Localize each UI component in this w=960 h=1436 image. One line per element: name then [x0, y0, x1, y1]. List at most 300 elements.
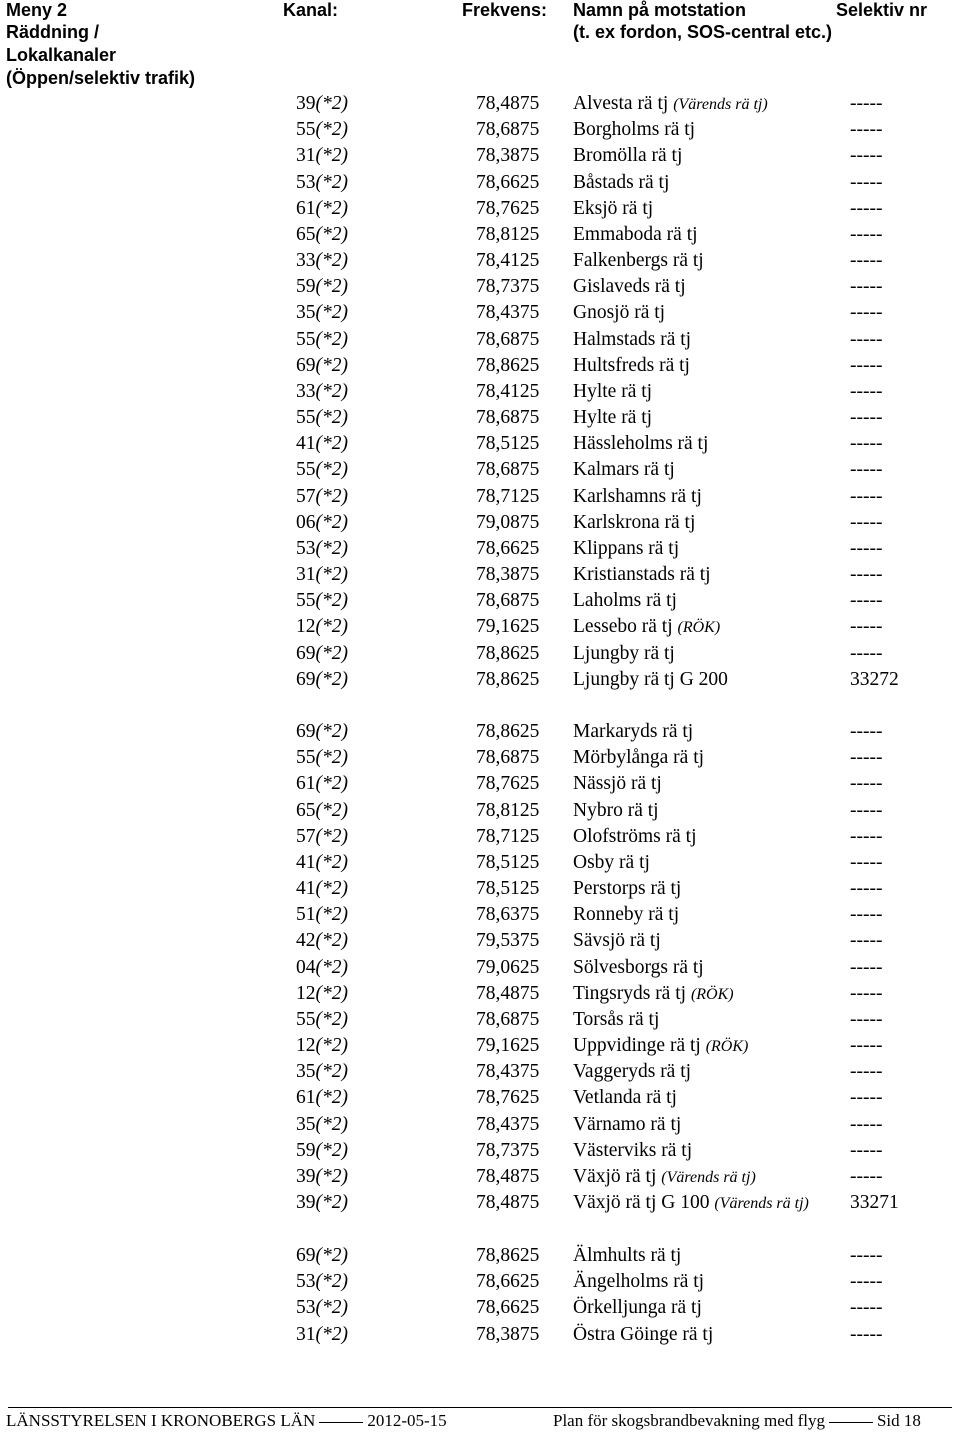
frequency-cell: 78,4875	[476, 93, 540, 114]
channel-number: 69	[296, 642, 316, 664]
table-row	[0, 170, 960, 196]
channel-cell	[296, 1085, 348, 1111]
frequency-cell: 78,4875	[476, 1165, 540, 1187]
station-name-cell	[573, 1295, 702, 1321]
station-name: Perstorps rä tj	[573, 878, 682, 899]
header-namn-sub: (t. ex fordon, SOS-central etc.)	[573, 22, 833, 42]
channel-number: 06	[296, 511, 316, 533]
station-name-cell	[573, 771, 662, 797]
table-row	[0, 431, 960, 457]
table-row	[0, 824, 960, 850]
channel-suffix: (*2)	[315, 119, 348, 141]
station-name-cell	[573, 91, 768, 118]
station-name: Växjö rä tj	[573, 1165, 657, 1187]
station-name: Markaryds rä tj	[573, 721, 694, 742]
selective-number-cell: -----	[850, 537, 883, 559]
frequency-cell: 78,3875	[476, 1323, 540, 1345]
channel-suffix: (*2)	[315, 276, 348, 298]
selective-number-cell: -----	[850, 721, 883, 742]
table-row	[0, 143, 960, 169]
header-selektiv: Selektiv nr	[836, 0, 928, 20]
station-name-cell	[573, 510, 695, 536]
table-row	[0, 196, 960, 222]
channel-suffix: (*2)	[315, 668, 348, 690]
table-row	[0, 1190, 960, 1216]
channel-cell	[296, 170, 348, 196]
channel-cell	[296, 1033, 348, 1059]
station-name: Falkenbergs rä tj	[573, 250, 704, 271]
station-name-cell	[573, 850, 650, 876]
selective-number-cell: -----	[850, 930, 883, 952]
header-frekvens: Frekvens:	[462, 0, 548, 20]
frequency-cell: 79,1625	[476, 1035, 540, 1056]
station-name-cell	[573, 955, 704, 981]
channel-suffix: (*2)	[315, 1008, 348, 1030]
channel-suffix: (*2)	[315, 773, 348, 795]
station-name-cell	[573, 405, 652, 431]
station-name-cell	[573, 928, 661, 954]
channel-suffix: (*2)	[315, 1139, 348, 1161]
channel-number: 41	[296, 878, 316, 899]
footer-page: Sid 18	[876, 1411, 921, 1430]
channel-number: 53	[296, 537, 316, 559]
frequency-cell: 78,4125	[476, 380, 540, 402]
table-row	[0, 1295, 960, 1321]
channel-cell	[296, 955, 348, 981]
channel-number: 55	[296, 407, 316, 428]
station-name: Laholms rä tj	[573, 590, 677, 612]
channel-cell	[296, 431, 348, 457]
channel-suffix: (*2)	[315, 904, 348, 926]
table-row	[0, 327, 960, 353]
channel-number: 69	[296, 354, 316, 376]
channel-cell	[296, 484, 348, 510]
station-name-cell	[573, 170, 669, 196]
footer-dash	[319, 1422, 363, 1423]
table-row	[0, 222, 960, 248]
channel-suffix: (*2)	[315, 93, 348, 114]
channel-suffix: (*2)	[315, 302, 348, 324]
channel-cell	[296, 641, 348, 667]
frequency-cell: 78,6875	[476, 407, 540, 428]
frequency-cell: 78,6875	[476, 590, 540, 612]
selective-number-cell: -----	[850, 1165, 883, 1187]
station-name-cell	[573, 248, 704, 274]
station-name: Osby rä tj	[573, 851, 650, 873]
channel-suffix: (*2)	[315, 956, 348, 978]
frequency-cell: 78,7375	[476, 276, 540, 298]
selective-number-cell: -----	[850, 904, 883, 926]
station-name: Värnamo rä tj	[573, 1113, 682, 1135]
frequency-cell: 78,7125	[476, 825, 540, 847]
channel-suffix: (*2)	[315, 1087, 348, 1109]
station-name-cell	[573, 1322, 713, 1348]
frequency-cell: 78,4125	[476, 250, 540, 271]
station-name: Karlskrona rä tj	[573, 511, 696, 533]
station-name: Bromölla rä tj	[573, 145, 683, 167]
channel-suffix: (*2)	[315, 1297, 348, 1319]
selective-number-cell: -----	[850, 407, 883, 428]
channel-cell	[296, 143, 348, 169]
channel-number: 55	[296, 590, 316, 612]
station-name-cell	[573, 117, 695, 143]
station-name: Vaggeryds rä tj	[573, 1061, 692, 1083]
station-name: Nässjö rä tj	[573, 773, 662, 795]
channel-cell	[296, 1322, 348, 1348]
footer-rule	[8, 1407, 952, 1408]
station-name-cell	[573, 536, 679, 562]
selective-number-cell: -----	[850, 459, 883, 481]
table-row	[0, 248, 960, 274]
station-note: (RÖK)	[690, 985, 734, 1003]
selective-number-cell: -----	[850, 302, 883, 324]
station-note: (Värends rä tj)	[673, 96, 768, 113]
selective-number-cell: -----	[850, 799, 883, 821]
station-name: Älmhults rä tj	[573, 1245, 682, 1266]
station-name: Borgholms rä tj	[573, 119, 696, 141]
channel-suffix: (*2)	[315, 878, 348, 899]
header-line-4: (Öppen/selektiv trafik)	[6, 68, 196, 88]
channel-number: 35	[296, 302, 316, 324]
station-name: Ljungby rä tj G 200	[573, 668, 728, 690]
channel-cell	[296, 1112, 348, 1138]
table-row	[0, 484, 960, 510]
channel-cell	[296, 1164, 348, 1190]
channel-number: 12	[296, 616, 316, 638]
channel-suffix: (*2)	[315, 930, 348, 952]
channel-number: 59	[296, 276, 316, 298]
frequency-cell: 78,8625	[476, 668, 540, 690]
station-name-cell	[573, 1033, 748, 1060]
channel-number: 31	[296, 1323, 316, 1345]
station-name-cell	[573, 1085, 677, 1111]
selective-number-cell: -----	[850, 328, 883, 350]
station-name: Östra Göinge rä tj	[573, 1323, 714, 1345]
station-name-cell	[573, 614, 720, 641]
channel-number: 35	[296, 1113, 316, 1135]
channel-number: 57	[296, 825, 316, 847]
channel-number: 61	[296, 197, 316, 219]
station-name: Gislaveds rä tj	[573, 276, 686, 298]
channel-suffix: (*2)	[315, 851, 348, 873]
station-name-cell	[573, 1112, 681, 1138]
channel-number: 12	[296, 982, 316, 1004]
channel-suffix: (*2)	[315, 825, 348, 847]
channel-cell	[296, 353, 348, 379]
channel-cell	[296, 745, 348, 771]
selective-number-cell: -----	[850, 851, 883, 873]
channel-suffix: (*2)	[315, 799, 348, 821]
frequency-cell: 78,8125	[476, 223, 540, 245]
station-name-cell	[573, 143, 682, 169]
channel-cell	[296, 1007, 348, 1033]
channel-number: 33	[296, 250, 316, 271]
channel-cell	[296, 1059, 348, 1085]
channel-cell	[296, 1190, 348, 1216]
station-name-cell	[573, 1164, 756, 1191]
frequency-cell: 78,5125	[476, 878, 540, 899]
channel-number: 55	[296, 459, 316, 481]
channel-suffix: (*2)	[315, 642, 348, 664]
table-row	[0, 536, 960, 562]
channel-suffix: (*2)	[315, 250, 348, 271]
frequency-cell: 78,8625	[476, 642, 540, 664]
channel-number: 55	[296, 328, 316, 350]
selective-number-cell: -----	[850, 590, 883, 612]
table-row	[0, 1059, 960, 1085]
header-kanal: Kanal:	[283, 0, 339, 20]
frequency-cell: 78,4875	[476, 1192, 540, 1214]
frequency-cell: 78,7125	[476, 485, 540, 507]
channel-cell	[296, 928, 348, 954]
channel-number: 55	[296, 747, 316, 769]
station-name: Gnosjö rä tj	[573, 302, 666, 324]
channel-cell	[296, 902, 348, 928]
frequency-cell: 79,0625	[476, 956, 540, 978]
station-name-cell	[573, 1269, 704, 1295]
selective-number-cell: -----	[850, 1271, 883, 1293]
channel-number: 12	[296, 1035, 316, 1056]
station-name-cell	[573, 1138, 692, 1164]
channel-suffix: (*2)	[315, 1035, 348, 1056]
channel-suffix: (*2)	[315, 1245, 348, 1266]
station-name-cell	[573, 824, 696, 850]
header-line-3: Lokalkanaler	[6, 45, 117, 65]
channel-number: 41	[296, 851, 316, 873]
channel-suffix: (*2)	[315, 171, 348, 193]
channel-number: 51	[296, 904, 316, 926]
channel-cell	[296, 876, 348, 902]
frequency-cell: 78,8625	[476, 354, 540, 376]
station-name: Lessebo rä tj	[573, 616, 673, 638]
table-row	[0, 379, 960, 405]
channel-number: 39	[296, 93, 316, 114]
channel-number: 53	[296, 1297, 316, 1319]
frequency-cell: 78,8625	[476, 721, 540, 742]
frequency-cell: 78,6625	[476, 1297, 540, 1319]
channel-suffix: (*2)	[315, 380, 348, 402]
channel-number: 39	[296, 1192, 316, 1214]
channel-cell	[296, 850, 348, 876]
frequency-cell: 78,8625	[476, 1245, 540, 1266]
station-name: Kristianstads rä tj	[573, 564, 711, 586]
station-name: Kalmars rä tj	[573, 459, 675, 481]
channel-cell	[296, 719, 348, 745]
station-name-cell	[573, 1007, 659, 1033]
table-row	[0, 1112, 960, 1138]
table-row	[0, 902, 960, 928]
selective-number-cell: -----	[850, 1061, 883, 1083]
channel-suffix: (*2)	[315, 1165, 348, 1187]
table-row	[0, 667, 960, 693]
channel-suffix: (*2)	[315, 1323, 348, 1345]
station-name: Hultsfreds rä tj	[573, 354, 690, 376]
station-name: Ronneby rä tj	[573, 904, 680, 926]
station-name: Ängelholms rä tj	[573, 1271, 705, 1293]
channel-cell	[296, 1295, 348, 1321]
table-row	[0, 745, 960, 771]
station-name: Alvesta rä tj	[573, 93, 669, 114]
station-name-cell	[573, 641, 675, 667]
station-name: Uppvidinge rä tj	[573, 1035, 701, 1056]
channel-cell	[296, 196, 348, 222]
station-name: Sölvesborgs rä tj	[573, 956, 704, 978]
table-row	[0, 771, 960, 797]
selective-number-cell: -----	[850, 564, 883, 586]
frequency-cell: 78,6625	[476, 1271, 540, 1293]
frequency-cell: 78,4875	[476, 982, 540, 1004]
channel-suffix: (*2)	[315, 197, 348, 219]
channel-number: 31	[296, 564, 316, 586]
frequency-cell: 78,6875	[476, 747, 540, 769]
station-name: Klippans rä tj	[573, 537, 680, 559]
channel-suffix: (*2)	[315, 747, 348, 769]
channel-suffix: (*2)	[315, 511, 348, 533]
footer-authority: LÄNSSTYRELSEN I KRONOBERGS LÄN	[6, 1411, 316, 1430]
selective-number-cell: -----	[850, 878, 883, 899]
channel-cell	[296, 327, 348, 353]
station-name: Sävsjö rä tj	[573, 930, 661, 952]
selective-number-cell: -----	[850, 1245, 883, 1266]
channel-cell	[296, 588, 348, 614]
channel-number: 55	[296, 1008, 316, 1030]
frequency-cell: 78,6625	[476, 537, 540, 559]
channel-suffix: (*2)	[315, 328, 348, 350]
frequency-cell: 79,1625	[476, 616, 540, 638]
channel-number: 41	[296, 433, 316, 455]
selective-number-cell: -----	[850, 276, 883, 298]
selective-number-cell: -----	[850, 1035, 883, 1056]
station-note: (RÖK)	[677, 619, 721, 637]
selective-number-cell: -----	[850, 145, 883, 167]
station-name: Olofströms rä tj	[573, 825, 697, 847]
selective-number-cell: 33272	[850, 668, 899, 690]
channel-cell	[296, 510, 348, 536]
footer-dash-2	[829, 1422, 873, 1423]
table-row	[0, 1085, 960, 1111]
channel-suffix: (*2)	[315, 590, 348, 612]
channel-number: 33	[296, 380, 316, 402]
channel-cell	[296, 405, 348, 431]
selective-number-cell: -----	[850, 171, 883, 193]
frequency-cell: 79,0875	[476, 511, 540, 533]
frequency-cell: 78,8125	[476, 799, 540, 821]
channel-cell	[296, 300, 348, 326]
channel-number: 04	[296, 956, 316, 978]
channel-cell	[296, 274, 348, 300]
frequency-cell: 78,6875	[476, 1008, 540, 1030]
channel-number: 69	[296, 668, 316, 690]
menu-title: Meny 2	[6, 0, 68, 20]
table-row	[0, 641, 960, 667]
table-row	[0, 1269, 960, 1295]
selective-number-cell: -----	[850, 485, 883, 507]
table-row	[0, 719, 960, 745]
station-name-cell	[573, 196, 653, 222]
station-name: Hässleholms rä tj	[573, 433, 709, 455]
selective-number-cell: -----	[850, 616, 883, 638]
channel-cell	[296, 798, 348, 824]
channel-suffix: (*2)	[315, 982, 348, 1004]
station-name: Emmaboda rä tj	[573, 223, 698, 245]
frequency-cell: 78,7375	[476, 1139, 540, 1161]
channel-number: 59	[296, 1139, 316, 1161]
footer-right	[553, 1409, 921, 1433]
footer-left	[6, 1409, 447, 1433]
selective-number-cell: 33271	[850, 1192, 899, 1214]
header-line-2: Räddning /	[6, 22, 99, 42]
selective-number-cell: -----	[850, 1323, 883, 1345]
selective-number-cell: -----	[850, 747, 883, 769]
station-name: Nybro rä tj	[573, 799, 659, 821]
station-name-cell	[573, 1190, 809, 1217]
frequency-cell: 78,6875	[476, 119, 540, 141]
station-name: Halmstads rä tj	[573, 328, 692, 350]
table-row	[0, 798, 960, 824]
station-name-cell	[573, 667, 728, 693]
station-name: Växjö rä tj G 100	[573, 1192, 710, 1214]
station-name-cell	[573, 981, 734, 1008]
table-row	[0, 1243, 960, 1269]
station-name: Hylte rä tj	[573, 407, 653, 428]
station-name: Eksjö rä tj	[573, 197, 654, 219]
table-row	[0, 353, 960, 379]
station-name-cell	[573, 353, 690, 379]
channel-number: 55	[296, 119, 316, 141]
table-row	[0, 1007, 960, 1033]
channel-number: 69	[296, 1245, 316, 1266]
station-name-cell	[573, 719, 693, 745]
station-name-cell	[573, 876, 681, 902]
station-name: Örkelljunga rä tj	[573, 1297, 702, 1319]
channel-cell	[296, 536, 348, 562]
table-row	[0, 274, 960, 300]
table-row	[0, 117, 960, 143]
frequency-cell: 78,6875	[476, 459, 540, 481]
frequency-cell: 78,3875	[476, 145, 540, 167]
table-row	[0, 928, 960, 954]
table-row	[0, 1033, 960, 1059]
station-name-cell	[573, 562, 711, 588]
table-row	[0, 1138, 960, 1164]
station-name-cell	[573, 457, 675, 483]
selective-number-cell: -----	[850, 956, 883, 978]
station-name-cell	[573, 588, 677, 614]
station-name: Karlshamns rä tj	[573, 485, 702, 507]
channel-number: 39	[296, 1165, 316, 1187]
channel-suffix: (*2)	[315, 616, 348, 638]
table-row	[0, 300, 960, 326]
selective-number-cell: -----	[850, 380, 883, 402]
station-name: Båstads rä tj	[573, 171, 670, 193]
station-name-cell	[573, 327, 691, 353]
station-name: Mörbylånga rä tj	[573, 747, 705, 769]
selective-number-cell: -----	[850, 982, 883, 1004]
frequency-cell: 78,7625	[476, 1087, 540, 1109]
channel-suffix: (*2)	[315, 485, 348, 507]
station-name-cell	[573, 745, 704, 771]
channel-suffix: (*2)	[315, 721, 348, 742]
footer-date: 2012-05-15	[367, 1411, 447, 1430]
table-row	[0, 850, 960, 876]
selective-number-cell: -----	[850, 250, 883, 271]
table-row	[0, 955, 960, 981]
table-row	[0, 981, 960, 1007]
selective-number-cell: -----	[850, 223, 883, 245]
table-row	[0, 562, 960, 588]
station-name: Västerviks rä tj	[573, 1139, 693, 1161]
station-name: Hylte rä tj	[573, 380, 653, 402]
